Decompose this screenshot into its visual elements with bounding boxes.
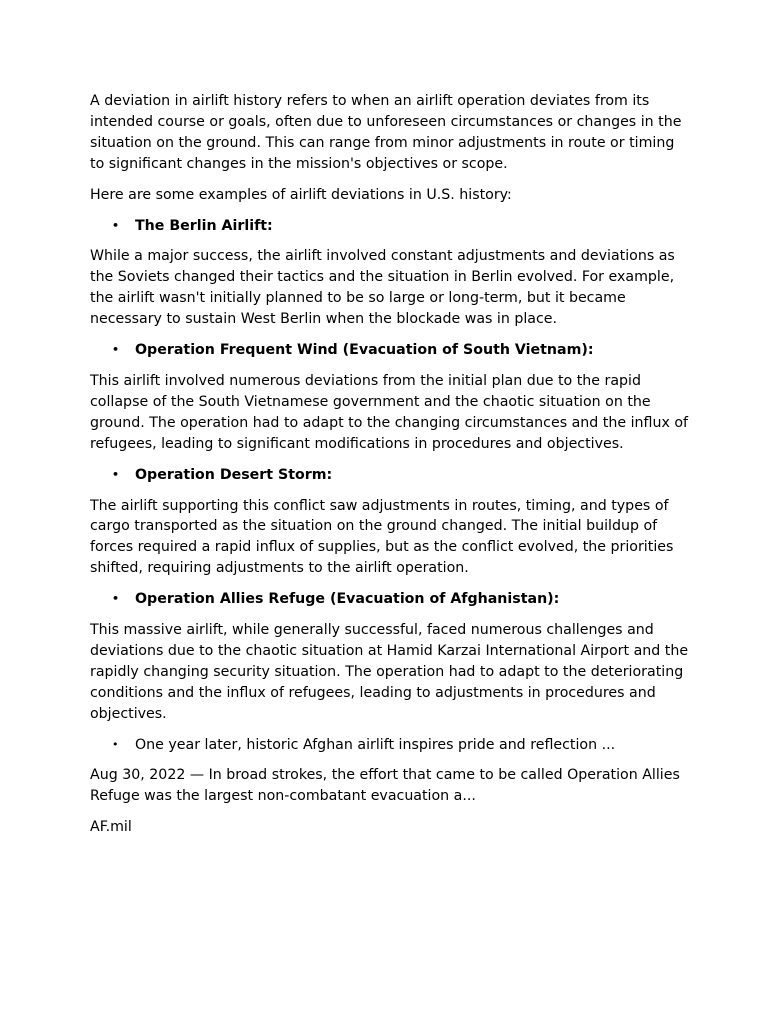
section-body-allies-refuge: This massive airlift, while generally successful, faced numerous challenges and deviations due to the chaotic situation at Hamid Karzai International Airport and the rapidly changing security situation. The operation had to adapt to the deteriorating conditions and the influx of refugees, leading to adjustments in procedures and objectives. [90, 622, 689, 722]
section-list-allies-refuge [90, 589, 690, 610]
section-list-frequent-wind [90, 340, 690, 361]
section-list-berlin [90, 216, 690, 237]
search-result-source[interactable]: AF.mil [90, 819, 132, 836]
search-result-title[interactable]: • One year later, historic Afghan airlift inspires pride and reflection ... [135, 735, 690, 756]
intro-paragraph: A deviation in airlift history refers to when an airlift operation deviates from its intended course or goals, often due to unforeseen circumstances or changes in the situation on the ground. This can range from minor adjustments in route or timing to significant changes in the mission's objectives or scope. [90, 93, 682, 172]
section-body-frequent-wind: This airlift involved numerous deviations from the initial plan due to the rapid collapse of the South Vietnamese government and the chaotic situation on the ground. The operation had to adapt to the changing circumstances and the influx of refugees, leading to significant modifications in procedures and objectives. [90, 372, 689, 452]
section-title-desert-storm: • Operation Desert Storm: [135, 465, 690, 486]
section-body-berlin: While a major success, the airlift involved constant adjustments and deviations as the Soviets changed their tactics and the situation in Berlin evolved. For example, the airlift wasn't initially planned to be so large or long-term, but it became necessary to sustain West Berlin when the blockade was in place. [90, 248, 675, 328]
document-body [90, 91, 690, 848]
search-result-snippet: Aug 30, 2022 — In broad strokes, the effort that came to be called Operation Allies Refuge was the largest non-combatant evacuation a... [90, 767, 680, 805]
section-body-desert-storm: The airlift supporting this conflict saw adjustments in routes, timing, and types of cargo transported as the situation on the ground changed. The initial buildup of forces required a rapid influx of supplies, but as the conflict evolved, the priorities shifted, requiring adjustments to the airlift operation. [90, 497, 674, 577]
search-result-list [90, 735, 690, 756]
section-title-allies-refuge: • Operation Allies Refuge (Evacuation of Afghanistan): [135, 589, 690, 610]
examples-heading: Here are some examples of airlift deviations in U.S. history: [90, 186, 512, 203]
section-list-desert-storm [90, 465, 690, 486]
section-title-berlin: • The Berlin Airlift: [135, 216, 690, 237]
section-title-frequent-wind: • Operation Frequent Wind (Evacuation of South Vietnam): [135, 340, 690, 361]
